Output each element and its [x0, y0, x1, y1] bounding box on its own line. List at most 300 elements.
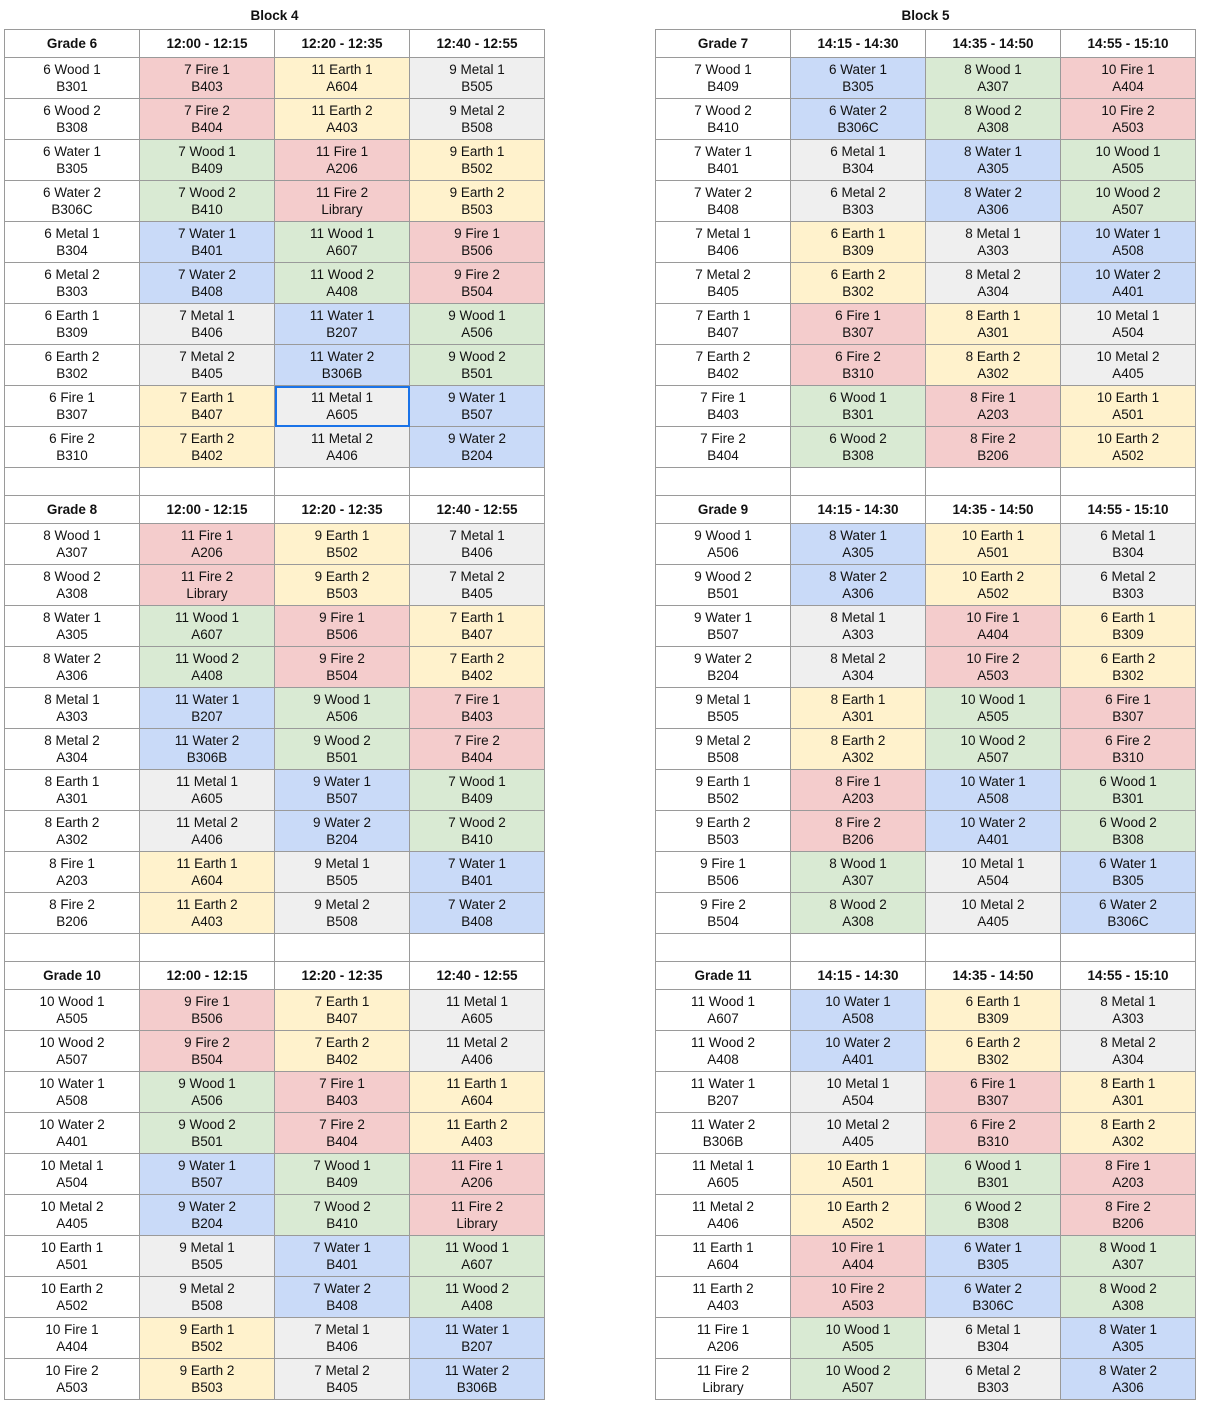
- schedule-cell[interactable]: [926, 1072, 1061, 1113]
- class-cell[interactable]: [5, 770, 140, 811]
- schedule-cell[interactable]: [1061, 647, 1196, 688]
- empty-cell[interactable]: [275, 468, 410, 496]
- schedule-cell[interactable]: [275, 427, 410, 468]
- class-cell[interactable]: [5, 1236, 140, 1277]
- schedule-cell[interactable]: [926, 345, 1061, 386]
- schedule-cell[interactable]: [1061, 1318, 1196, 1359]
- empty-cell[interactable]: [656, 468, 791, 496]
- schedule-cell[interactable]: [791, 99, 926, 140]
- schedule-cell[interactable]: [791, 1031, 926, 1072]
- schedule-cell[interactable]: [140, 893, 275, 934]
- schedule-cell[interactable]: [410, 811, 545, 852]
- class-cell[interactable]: [5, 1277, 140, 1318]
- schedule-cell[interactable]: [275, 1277, 410, 1318]
- class-cell[interactable]: [5, 263, 140, 304]
- schedule-cell[interactable]: [926, 1031, 1061, 1072]
- schedule-cell[interactable]: [410, 893, 545, 934]
- schedule-cell[interactable]: [410, 1113, 545, 1154]
- time-slot-header[interactable]: 12:40 - 12:55: [410, 30, 545, 58]
- class-cell[interactable]: [656, 345, 791, 386]
- schedule-cell[interactable]: [410, 524, 545, 565]
- schedule-cell[interactable]: [275, 1236, 410, 1277]
- empty-cell[interactable]: [140, 934, 275, 962]
- time-slot-header[interactable]: 14:35 - 14:50: [926, 30, 1061, 58]
- schedule-cell[interactable]: [1061, 345, 1196, 386]
- schedule-cell[interactable]: [140, 1031, 275, 1072]
- schedule-cell[interactable]: [140, 770, 275, 811]
- class-cell[interactable]: [5, 222, 140, 263]
- class-cell[interactable]: [656, 647, 791, 688]
- schedule-cell[interactable]: [926, 386, 1061, 427]
- class-cell[interactable]: [5, 1318, 140, 1359]
- schedule-cell[interactable]: [1061, 1236, 1196, 1277]
- schedule-cell[interactable]: [791, 729, 926, 770]
- class-name: 6 Metal 1: [44, 226, 100, 241]
- schedule-cell[interactable]: [791, 263, 926, 304]
- grade-label[interactable]: Grade 9: [656, 496, 791, 524]
- schedule-cell[interactable]: [1061, 58, 1196, 99]
- schedule-cell[interactable]: [1061, 99, 1196, 140]
- time-slot-header[interactable]: 12:20 - 12:35: [275, 30, 410, 58]
- class-cell[interactable]: [5, 647, 140, 688]
- schedule-cell[interactable]: [410, 1072, 545, 1113]
- schedule-cell[interactable]: [1061, 1154, 1196, 1195]
- visiting-class: 9 Fire 2: [184, 1035, 230, 1050]
- schedule-cell[interactable]: [275, 990, 410, 1031]
- class-cell[interactable]: [5, 1359, 140, 1400]
- class-cell[interactable]: [656, 1236, 791, 1277]
- schedule-cell[interactable]: [926, 222, 1061, 263]
- schedule-cell[interactable]: [1061, 427, 1196, 468]
- schedule-cell[interactable]: [791, 1236, 926, 1277]
- schedule-cell[interactable]: [410, 647, 545, 688]
- schedule-cell[interactable]: [791, 688, 926, 729]
- schedule-cell[interactable]: [791, 811, 926, 852]
- schedule-cell[interactable]: [275, 770, 410, 811]
- empty-cell[interactable]: [5, 468, 140, 496]
- schedule-cell[interactable]: [410, 386, 545, 427]
- schedule-cell[interactable]: [791, 304, 926, 345]
- class-cell[interactable]: [656, 1359, 791, 1400]
- schedule-cell[interactable]: [926, 1277, 1061, 1318]
- schedule-cell[interactable]: [410, 345, 545, 386]
- schedule-cell[interactable]: [926, 811, 1061, 852]
- schedule-cell[interactable]: [275, 1113, 410, 1154]
- schedule-cell[interactable]: [1061, 606, 1196, 647]
- schedule-cell[interactable]: [275, 852, 410, 893]
- schedule-cell[interactable]: [140, 304, 275, 345]
- visiting-class: 6 Metal 1: [965, 1322, 1021, 1337]
- class-cell[interactable]: [656, 1277, 791, 1318]
- class-cell[interactable]: [5, 427, 140, 468]
- class-cell[interactable]: [5, 893, 140, 934]
- class-cell[interactable]: [5, 1195, 140, 1236]
- class-name: 6 Wood 1: [43, 62, 101, 77]
- visiting-class: 10 Metal 2: [961, 897, 1025, 912]
- class-cell[interactable]: [656, 1195, 791, 1236]
- schedule-cell[interactable]: [410, 852, 545, 893]
- class-cell[interactable]: [656, 181, 791, 222]
- schedule-cell[interactable]: [791, 58, 926, 99]
- schedule-cell[interactable]: [1061, 181, 1196, 222]
- schedule-cell[interactable]: [140, 1113, 275, 1154]
- schedule-cell[interactable]: [791, 565, 926, 606]
- schedule-cell[interactable]: [1061, 1031, 1196, 1072]
- class-cell[interactable]: [656, 1113, 791, 1154]
- schedule-cell[interactable]: [275, 606, 410, 647]
- class-cell[interactable]: [5, 99, 140, 140]
- schedule-cell[interactable]: [791, 1072, 926, 1113]
- schedule-cell[interactable]: [926, 647, 1061, 688]
- schedule-cell[interactable]: [791, 1195, 926, 1236]
- schedule-cell[interactable]: [410, 688, 545, 729]
- class-cell[interactable]: [656, 990, 791, 1031]
- class-cell[interactable]: [656, 386, 791, 427]
- time-slot-header[interactable]: 12:20 - 12:35: [275, 496, 410, 524]
- time-slot-header[interactable]: 14:35 - 14:50: [926, 962, 1061, 990]
- schedule-cell[interactable]: [140, 852, 275, 893]
- empty-cell[interactable]: [656, 934, 791, 962]
- class-cell[interactable]: [5, 181, 140, 222]
- schedule-cell[interactable]: [791, 770, 926, 811]
- schedule-cell[interactable]: [140, 386, 275, 427]
- schedule-cell[interactable]: [410, 427, 545, 468]
- schedule-cell[interactable]: [1061, 729, 1196, 770]
- schedule-cell[interactable]: [1061, 140, 1196, 181]
- schedule-cell[interactable]: [926, 606, 1061, 647]
- grade-label[interactable]: Grade 7: [656, 30, 791, 58]
- schedule-cell[interactable]: [410, 1195, 545, 1236]
- schedule-cell[interactable]: [1061, 222, 1196, 263]
- schedule-cell[interactable]: [410, 1154, 545, 1195]
- schedule-cell[interactable]: [791, 1113, 926, 1154]
- class-cell[interactable]: [5, 1113, 140, 1154]
- visiting-class: 7 Fire 2: [319, 1117, 365, 1132]
- time-slot-header[interactable]: 12:00 - 12:15: [140, 496, 275, 524]
- grade-label[interactable]: Grade 10: [5, 962, 140, 990]
- class-cell[interactable]: [656, 1154, 791, 1195]
- grade-label[interactable]: Grade 8: [5, 496, 140, 524]
- class-cell[interactable]: [5, 1031, 140, 1072]
- schedule-cell[interactable]: [140, 606, 275, 647]
- room-number: B206: [1112, 1216, 1144, 1231]
- schedule-cell[interactable]: [275, 1195, 410, 1236]
- class-name: 11 Metal 1: [691, 1158, 755, 1173]
- room-number: B501: [326, 750, 358, 765]
- schedule-cell[interactable]: [275, 1359, 410, 1400]
- schedule-cell[interactable]: [1061, 893, 1196, 934]
- schedule-cell[interactable]: [410, 1031, 545, 1072]
- schedule-cell[interactable]: [926, 893, 1061, 934]
- selected-schedule-cell[interactable]: [275, 386, 410, 427]
- schedule-cell[interactable]: [140, 181, 275, 222]
- schedule-cell[interactable]: [791, 345, 926, 386]
- schedule-cell[interactable]: [1061, 770, 1196, 811]
- empty-cell[interactable]: [926, 468, 1061, 496]
- schedule-cell[interactable]: [275, 181, 410, 222]
- class-cell[interactable]: [5, 58, 140, 99]
- empty-cell[interactable]: [791, 468, 926, 496]
- schedule-cell[interactable]: [410, 99, 545, 140]
- schedule-cell[interactable]: [140, 1154, 275, 1195]
- schedule-cell[interactable]: [926, 1318, 1061, 1359]
- schedule-cell[interactable]: [140, 1195, 275, 1236]
- schedule-cell[interactable]: [140, 1236, 275, 1277]
- class-cell[interactable]: [5, 140, 140, 181]
- schedule-cell[interactable]: [275, 565, 410, 606]
- schedule-cell[interactable]: [791, 140, 926, 181]
- schedule-cell[interactable]: [275, 99, 410, 140]
- class-cell[interactable]: [656, 58, 791, 99]
- class-cell[interactable]: [5, 852, 140, 893]
- schedule-cell[interactable]: [275, 263, 410, 304]
- schedule-cell[interactable]: [791, 386, 926, 427]
- schedule-cell[interactable]: [791, 990, 926, 1031]
- room-number: B410: [326, 1216, 358, 1231]
- schedule-cell[interactable]: [926, 1113, 1061, 1154]
- time-slot-header[interactable]: 14:55 - 15:10: [1061, 962, 1196, 990]
- schedule-cell[interactable]: [275, 688, 410, 729]
- class-cell[interactable]: [656, 729, 791, 770]
- schedule-cell[interactable]: [926, 1359, 1061, 1400]
- schedule-cell[interactable]: [926, 1154, 1061, 1195]
- empty-cell[interactable]: [5, 934, 140, 962]
- schedule-cell[interactable]: [926, 58, 1061, 99]
- empty-cell[interactable]: [1061, 468, 1196, 496]
- schedule-cell[interactable]: [275, 647, 410, 688]
- schedule-cell[interactable]: [410, 1277, 545, 1318]
- class-cell[interactable]: [5, 386, 140, 427]
- class-cell[interactable]: [5, 1154, 140, 1195]
- empty-cell[interactable]: [275, 934, 410, 962]
- class-cell[interactable]: [5, 729, 140, 770]
- schedule-cell[interactable]: [791, 606, 926, 647]
- schedule-cell[interactable]: [410, 770, 545, 811]
- empty-cell[interactable]: [410, 934, 545, 962]
- schedule-cell[interactable]: [1061, 386, 1196, 427]
- class-cell[interactable]: [656, 606, 791, 647]
- schedule-cell[interactable]: [791, 852, 926, 893]
- schedule-cell[interactable]: [926, 565, 1061, 606]
- schedule-cell[interactable]: [791, 1154, 926, 1195]
- schedule-cell[interactable]: [140, 140, 275, 181]
- schedule-cell[interactable]: [926, 524, 1061, 565]
- schedule-cell[interactable]: [1061, 811, 1196, 852]
- empty-cell[interactable]: [140, 468, 275, 496]
- schedule-cell[interactable]: [140, 811, 275, 852]
- class-cell[interactable]: [5, 565, 140, 606]
- class-cell[interactable]: [656, 99, 791, 140]
- class-name: 10 Fire 1: [45, 1322, 99, 1337]
- schedule-cell[interactable]: [1061, 1277, 1196, 1318]
- schedule-cell[interactable]: [791, 427, 926, 468]
- schedule-cell[interactable]: [275, 1154, 410, 1195]
- schedule-cell[interactable]: [410, 263, 545, 304]
- class-cell[interactable]: [656, 427, 791, 468]
- class-cell[interactable]: [656, 811, 791, 852]
- schedule-cell[interactable]: [140, 647, 275, 688]
- time-slot-header[interactable]: 14:15 - 14:30: [791, 30, 926, 58]
- schedule-cell[interactable]: [791, 1318, 926, 1359]
- grade-label[interactable]: Grade 6: [5, 30, 140, 58]
- time-slot-header[interactable]: 14:15 - 14:30: [791, 962, 926, 990]
- schedule-cell[interactable]: [275, 345, 410, 386]
- grade-label[interactable]: Grade 11: [656, 962, 791, 990]
- schedule-cell[interactable]: [275, 729, 410, 770]
- time-slot-header[interactable]: 14:35 - 14:50: [926, 496, 1061, 524]
- schedule-cell[interactable]: [410, 1359, 545, 1400]
- class-cell[interactable]: [5, 1072, 140, 1113]
- room-number: B310: [842, 366, 874, 381]
- class-cell[interactable]: [656, 222, 791, 263]
- schedule-cell[interactable]: [1061, 688, 1196, 729]
- schedule-cell[interactable]: [140, 990, 275, 1031]
- schedule-cell[interactable]: [1061, 1195, 1196, 1236]
- schedule-cell[interactable]: [926, 688, 1061, 729]
- class-cell[interactable]: [656, 140, 791, 181]
- schedule-cell[interactable]: [1061, 1113, 1196, 1154]
- schedule-cell[interactable]: [926, 99, 1061, 140]
- schedule-cell[interactable]: [275, 1318, 410, 1359]
- class-room: A604: [707, 1257, 739, 1272]
- time-slot-header[interactable]: 14:55 - 15:10: [1061, 496, 1196, 524]
- schedule-cell[interactable]: [926, 770, 1061, 811]
- schedule-cell[interactable]: [410, 990, 545, 1031]
- schedule-cell[interactable]: [275, 893, 410, 934]
- schedule-cell[interactable]: [926, 852, 1061, 893]
- schedule-cell[interactable]: [140, 565, 275, 606]
- schedule-cell[interactable]: [791, 524, 926, 565]
- time-slot-header[interactable]: 12:00 - 12:15: [140, 30, 275, 58]
- schedule-cell[interactable]: [926, 140, 1061, 181]
- class-cell[interactable]: [656, 565, 791, 606]
- schedule-cell[interactable]: [140, 524, 275, 565]
- class-cell[interactable]: [5, 345, 140, 386]
- class-cell[interactable]: [656, 524, 791, 565]
- empty-cell[interactable]: [926, 934, 1061, 962]
- time-slot-header[interactable]: 12:00 - 12:15: [140, 962, 275, 990]
- schedule-cell[interactable]: [791, 1277, 926, 1318]
- schedule-cell[interactable]: [275, 1031, 410, 1072]
- schedule-cell[interactable]: [140, 1359, 275, 1400]
- schedule-cell[interactable]: [791, 893, 926, 934]
- schedule-cell[interactable]: [410, 606, 545, 647]
- visiting-class: 6 Water 2: [1099, 897, 1158, 912]
- room-number: A506: [191, 1093, 223, 1108]
- schedule-cell[interactable]: [410, 304, 545, 345]
- room-number: B504: [326, 668, 358, 683]
- schedule-cell[interactable]: [1061, 990, 1196, 1031]
- schedule-cell[interactable]: [791, 222, 926, 263]
- time-slot-header[interactable]: 12:20 - 12:35: [275, 962, 410, 990]
- class-cell[interactable]: [5, 606, 140, 647]
- time-slot-header[interactable]: 14:15 - 14:30: [791, 496, 926, 524]
- schedule-cell[interactable]: [410, 181, 545, 222]
- schedule-cell[interactable]: [275, 140, 410, 181]
- schedule-cell[interactable]: [275, 811, 410, 852]
- room-number: B302: [1112, 668, 1144, 683]
- class-cell[interactable]: [5, 688, 140, 729]
- schedule-cell[interactable]: [140, 427, 275, 468]
- schedule-cell[interactable]: [140, 345, 275, 386]
- schedule-cell[interactable]: [275, 222, 410, 263]
- schedule-cell[interactable]: [140, 222, 275, 263]
- schedule-cell[interactable]: [1061, 1359, 1196, 1400]
- schedule-cell[interactable]: [791, 1359, 926, 1400]
- room-number: A507: [977, 750, 1009, 765]
- class-cell[interactable]: [656, 688, 791, 729]
- time-slot-header[interactable]: 14:55 - 15:10: [1061, 30, 1196, 58]
- schedule-cell[interactable]: [791, 647, 926, 688]
- class-cell[interactable]: [5, 304, 140, 345]
- schedule-cell[interactable]: [140, 729, 275, 770]
- schedule-cell[interactable]: [926, 1195, 1061, 1236]
- schedule-cell[interactable]: [1061, 1072, 1196, 1113]
- schedule-cell[interactable]: [1061, 565, 1196, 606]
- schedule-cell[interactable]: [791, 181, 926, 222]
- schedule-cell[interactable]: [1061, 852, 1196, 893]
- schedule-cell[interactable]: [410, 58, 545, 99]
- schedule-cell[interactable]: [275, 304, 410, 345]
- time-slot-header[interactable]: 12:40 - 12:55: [410, 962, 545, 990]
- schedule-cell[interactable]: [275, 58, 410, 99]
- schedule-cell[interactable]: [410, 140, 545, 181]
- class-cell[interactable]: [656, 893, 791, 934]
- schedule-cell[interactable]: [275, 524, 410, 565]
- class-cell[interactable]: [656, 1072, 791, 1113]
- empty-cell[interactable]: [1061, 934, 1196, 962]
- empty-cell[interactable]: [791, 934, 926, 962]
- schedule-cell[interactable]: [140, 1277, 275, 1318]
- time-slot-header[interactable]: 12:40 - 12:55: [410, 496, 545, 524]
- visiting-class: 6 Fire 1: [970, 1076, 1016, 1091]
- schedule-cell[interactable]: [926, 990, 1061, 1031]
- schedule-cell[interactable]: [410, 222, 545, 263]
- schedule-cell[interactable]: [926, 181, 1061, 222]
- schedule-cell[interactable]: [1061, 524, 1196, 565]
- schedule-cell[interactable]: [410, 1318, 545, 1359]
- schedule-cell[interactable]: [1061, 304, 1196, 345]
- schedule-cell[interactable]: [926, 263, 1061, 304]
- schedule-cell[interactable]: [140, 1318, 275, 1359]
- class-cell[interactable]: [5, 811, 140, 852]
- schedule-cell[interactable]: [410, 729, 545, 770]
- schedule-cell[interactable]: [410, 565, 545, 606]
- class-cell[interactable]: [656, 770, 791, 811]
- visiting-class: 7 Wood 1: [313, 1158, 371, 1173]
- class-cell[interactable]: [5, 524, 140, 565]
- schedule-cell[interactable]: [140, 99, 275, 140]
- class-cell[interactable]: [656, 304, 791, 345]
- schedule-cell[interactable]: [140, 58, 275, 99]
- class-cell[interactable]: [5, 990, 140, 1031]
- schedule-cell[interactable]: [926, 304, 1061, 345]
- schedule-cell[interactable]: [926, 1236, 1061, 1277]
- class-cell[interactable]: [656, 263, 791, 304]
- schedule-cell[interactable]: [140, 688, 275, 729]
- schedule-cell[interactable]: [275, 1072, 410, 1113]
- schedule-cell[interactable]: [926, 427, 1061, 468]
- class-cell[interactable]: [656, 852, 791, 893]
- empty-cell[interactable]: [410, 468, 545, 496]
- class-cell[interactable]: [656, 1318, 791, 1359]
- schedule-cell[interactable]: [1061, 263, 1196, 304]
- class-cell[interactable]: [656, 1031, 791, 1072]
- schedule-cell[interactable]: [926, 729, 1061, 770]
- schedule-cell[interactable]: [140, 1072, 275, 1113]
- schedule-cell[interactable]: [410, 1236, 545, 1277]
- schedule-cell[interactable]: [140, 263, 275, 304]
